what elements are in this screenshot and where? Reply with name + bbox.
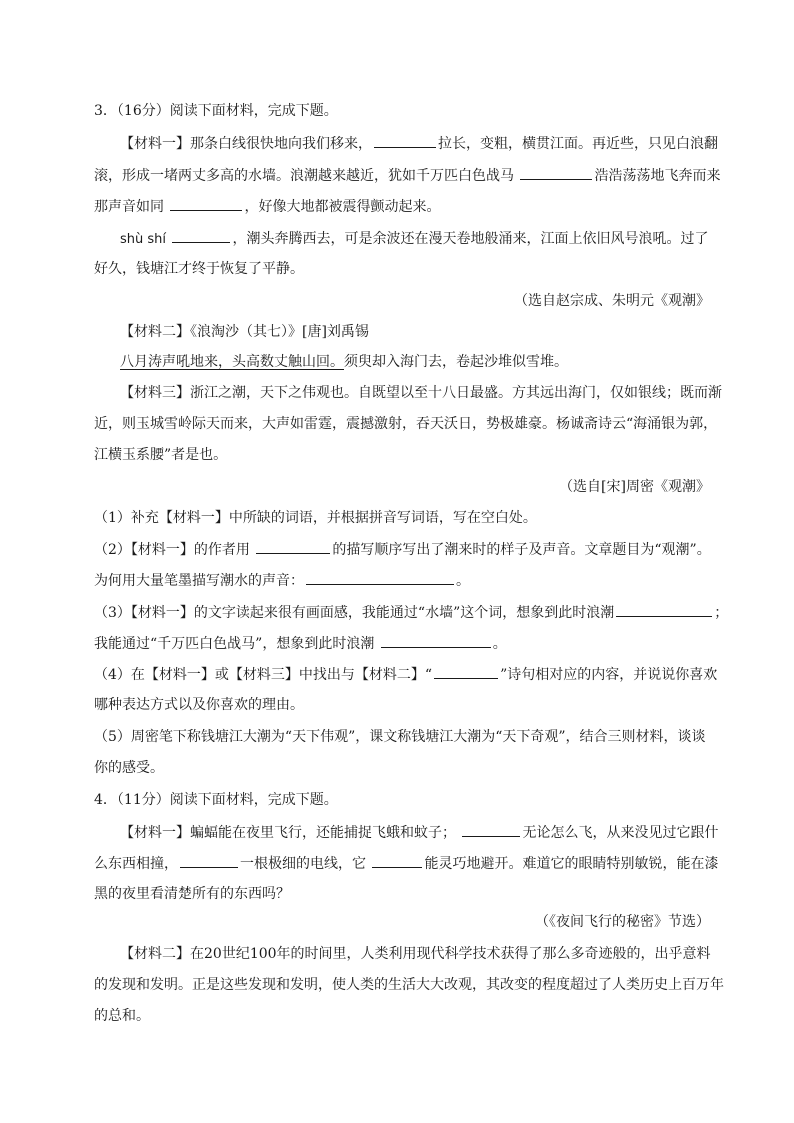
q3-material1-line1: 【材料一】那条白线很快地向我们移来， 拉长，变粗，横贯江面。再近些，只见白浪翻 <box>120 133 718 153</box>
q4-material2-line2: 的发现和发明。正是这些发现和发明，使人类的生活大大改观，其改变的程度超过了人类历史上百万年 <box>94 977 724 993</box>
q3-subquestion-5: （5）周密笔下称钱塘江大潮为“天下伟观”，课文称钱塘江大潮为“天下奇观”，结合三则材料，谈谈 <box>94 729 706 745</box>
q4-header: 4．（11分）阅读下面材料，完成下题。 <box>94 792 338 808</box>
q3-subquestion-5-cont: 你的感受。 <box>94 760 164 776</box>
q3-material3-line2: 近，则玉城雪岭际天而来，大声如雷霆，震撼激射，吞天沃日，势极雄豪。杨诚斋诗云“海涌银为郭， <box>94 416 718 432</box>
q3-material3-source: （选自[宋]周密《观潮》 <box>559 479 710 495</box>
q3-subquestion-2-cont: 为何用大量笔墨描写潮水的声音： 。 <box>94 570 470 590</box>
q3-subquestion-2: （2）【材料一】的作者用 的描写顺序写出了潮来时的样子及声音。文章题目为“观潮”。 <box>94 539 711 559</box>
q4-material1-line2: 么东西相撞， 一根极细的电线，它 能灵巧地避开。难道它的眼睛特别敏锐，能在漆 <box>94 853 718 873</box>
answer-blank[interactable] <box>374 133 436 148</box>
q3-material3-line3: 江横玉系腰”者是也。 <box>94 447 228 463</box>
answer-blank[interactable] <box>616 602 712 617</box>
answer-blank[interactable] <box>172 228 230 243</box>
q3-material1-line2: 滚，形成一堵两丈多高的水墙。浪潮越来越近，犹如千万匹白色战马 浩浩荡荡地飞奔而来 <box>94 165 720 185</box>
q3-header: 3．（16分）阅读下面材料，完成下题。 <box>94 103 338 119</box>
answer-blank[interactable] <box>520 165 592 180</box>
q3-material1-line5: 好久，钱塘江才终于恢复了平静。 <box>94 261 304 277</box>
answer-blank[interactable] <box>462 822 520 837</box>
q4-material1-line1: 【材料一】蝙蝠能在夜里飞行，还能捕捉飞蛾和蚊子； 无论怎么飞，从来没见过它跟什 <box>120 822 718 842</box>
poem-underlined-line: 八月涛声吼地来，头高数丈触山回。 <box>120 354 344 370</box>
q3-subquestion-1: （1）补充【材料一】中所缺的词语，并根据拼音写词语，写在空白处。 <box>94 510 537 526</box>
q3-subquestion-3-cont: 我能通过“千万匹白色战马”，想象到此时浪潮 。 <box>94 633 507 653</box>
q3-material1-line3: 那声音如同 ，好像大地都被震得颤动起来。 <box>94 196 440 216</box>
q3-material1-line4: shù shí ，潮头奔腾西去，可是余波还在漫天卷地般涌来，江面上依旧风号浪吼。过了 <box>120 228 708 248</box>
q4-material1-line3: 黑的夜里看清楚所有的东西吗？ <box>94 886 290 902</box>
q3-material3-line1: 【材料三】浙江之潮，天下之伟观也。自既望以至十八日最盛。方其远出海门，仅如银线；既而渐 <box>120 385 722 401</box>
q3-subquestion-4-cont: 哪种表达方式以及你喜欢的理由。 <box>94 697 304 713</box>
answer-blank[interactable] <box>256 539 330 554</box>
answer-blank[interactable] <box>306 570 454 585</box>
answer-blank[interactable] <box>170 196 242 211</box>
q3-subquestion-3: （3）【材料一】的文字读起来很有画面感，我能通过“水墙”这个词，想象到此时浪潮 ； <box>94 602 728 622</box>
q4-material1-source: （《夜间飞行的秘密》节选） <box>535 914 710 930</box>
answer-blank[interactable] <box>180 853 238 868</box>
q4-material2-line1: 【材料二】在20世纪100年的时间里，人类利用现代科学技术获得了那么多奇迹般的，出乎意料 <box>120 946 711 962</box>
q3-material2-title: 【材料二】《浪淘沙（其七）》[唐]刘禹锡 <box>120 324 369 340</box>
pinyin-prompt: shù shí <box>120 232 167 247</box>
q3-material1-source: （选自赵宗成、朱明元《观潮》 <box>514 293 710 309</box>
q3-material2-poem: 八月涛声吼地来，头高数丈触山回。须臾却入海门去，卷起沙堆似雪堆。 <box>120 354 568 370</box>
answer-blank[interactable] <box>372 853 422 868</box>
answer-blank[interactable] <box>434 664 498 679</box>
q4-material2-line3: 的总和。 <box>94 1008 150 1024</box>
q3-subquestion-4: （4）在【材料一】或【材料三】中找出与【材料二】“ ”诗句相对应的内容，并说说你喜欢 <box>94 664 717 684</box>
answer-blank[interactable] <box>381 633 491 648</box>
